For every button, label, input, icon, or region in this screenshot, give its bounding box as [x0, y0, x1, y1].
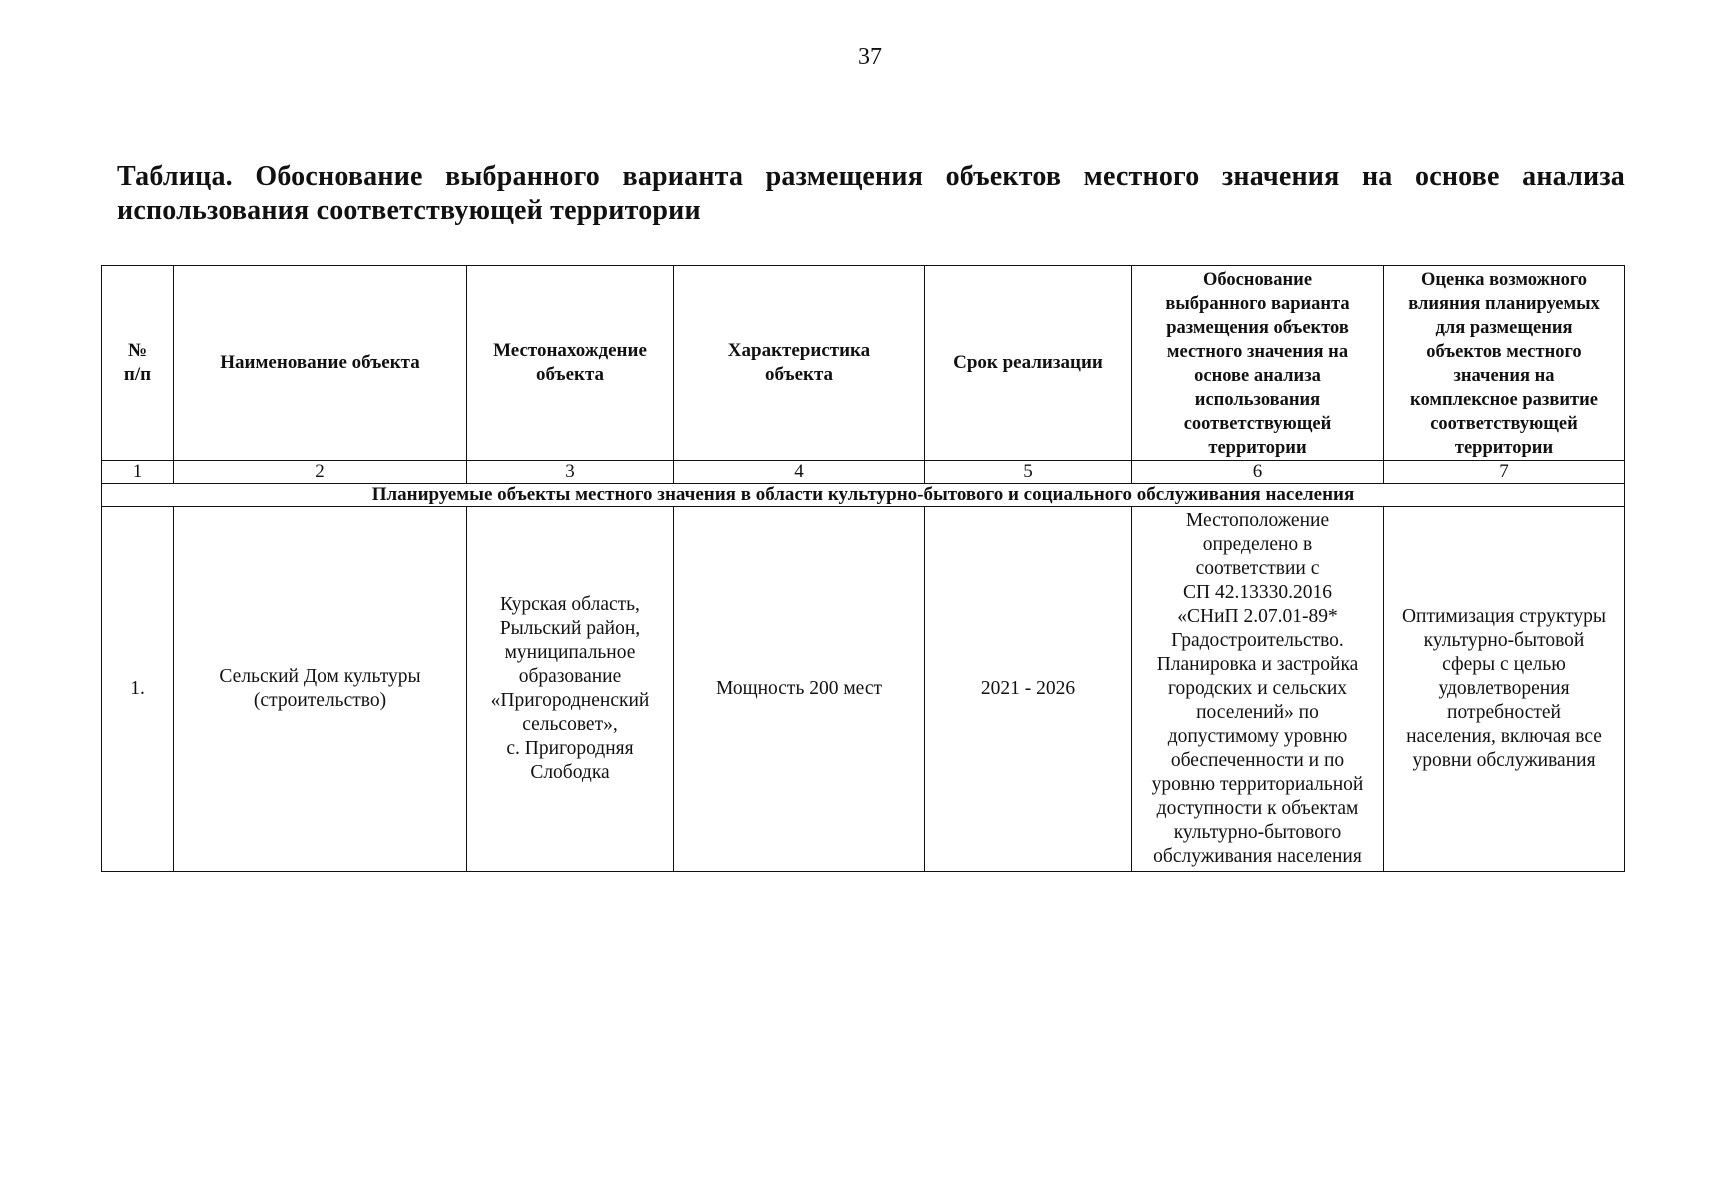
header-term: Срок реализации	[925, 266, 1132, 461]
object-characteristic: Мощность 200 мест	[674, 507, 925, 872]
column-number: 4	[674, 461, 925, 484]
column-number: 1	[102, 461, 174, 484]
column-number: 3	[467, 461, 674, 484]
document-title: Таблица. Обоснование выбранного варианта размещения объектов местного значения на основе анализа использования соответствующей территории	[117, 161, 1625, 226]
column-number: 5	[925, 461, 1132, 484]
object-location: Курская область, Рыльский район, муниципальное образование «Пригородненский сельсовет», с. Пригородняя Слободка	[467, 507, 674, 872]
header-impact-assessment: Оценка возможного влияния планируемых для размещения объектов местного значения на комплексное развитие соответствующей территории	[1384, 266, 1625, 461]
header-justification: Обоснование выбранного варианта размещения объектов местного значения на основе анализа использования соответствующей территории	[1132, 266, 1384, 461]
header-location: Местонахождение объекта	[467, 266, 674, 461]
table-row	[102, 507, 1625, 872]
section-header-row	[102, 484, 1625, 507]
header-object-name: Наименование объекта	[174, 266, 467, 461]
row-number: 1.	[102, 507, 174, 872]
section-title: Планируемые объекты местного значения в области культурно-бытового и социального обслуживания населения	[102, 484, 1625, 507]
impact-assessment: Оптимизация структуры культурно-бытовой сферы с целью удовлетворения потребностей населения, включая все уровни обслуживания	[1384, 507, 1625, 872]
page-number: 37	[858, 44, 882, 70]
column-number: 7	[1384, 461, 1625, 484]
header-no: № п/п	[102, 266, 174, 461]
header-row	[102, 266, 1625, 461]
column-number: 6	[1132, 461, 1384, 484]
placement-justification-table	[101, 265, 1625, 872]
object-name: Сельский Дом культуры (строительство)	[174, 507, 467, 872]
placement-justification: Местоположение определено в соответствии с СП 42.13330.2016 «СНиП 2.07.01-89* Градостроительство. Планировка и застройка городских и сельских поселений» по допустимому уровню обеспеченности и по уровню территориальной доступности к объектам культурно-бытового обслуживания населения	[1132, 507, 1384, 872]
header-characteristic: Характеристика объекта	[674, 266, 925, 461]
implementation-term: 2021 - 2026	[925, 507, 1132, 872]
column-number-row	[102, 461, 1625, 484]
column-number: 2	[174, 461, 467, 484]
